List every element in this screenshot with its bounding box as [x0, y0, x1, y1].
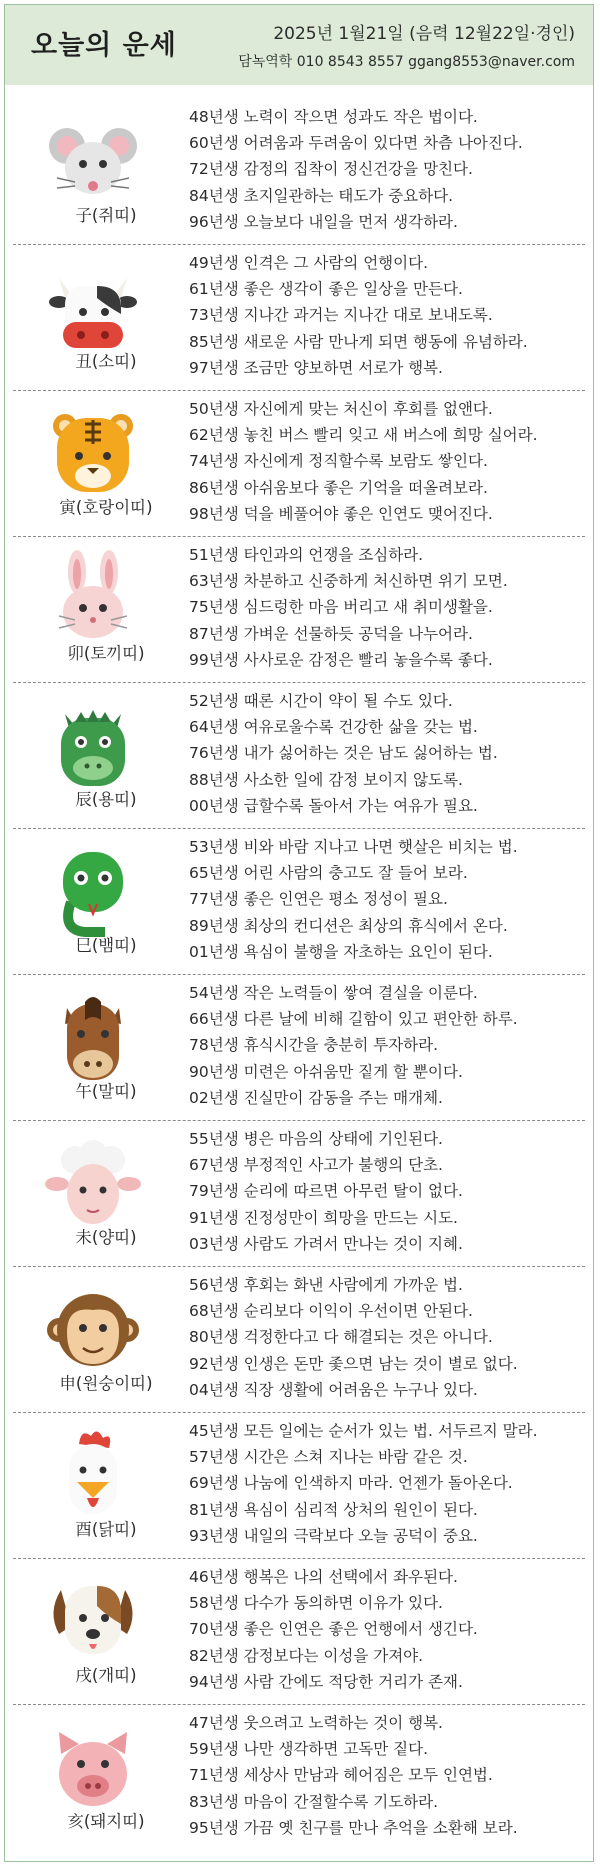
rabbit-icon — [45, 550, 141, 646]
pig-icon — [45, 1718, 141, 1814]
fortune-line: 83년생 마음이 간절할수록 기도하라. — [189, 1792, 439, 1811]
fortune-line: 48년생 노력이 작으면 성과도 작은 법이다. — [189, 108, 478, 126]
fortune-line: 51년생 타인과의 언쟁을 조심하라. — [189, 546, 424, 564]
fortune-line: 89년생 최상의 컨디션은 최상의 휴식에서 온다. — [189, 916, 508, 935]
fortune-line: 45년생 모든 일에는 순서가 있는 법. 서두르지 말라. — [189, 1422, 538, 1440]
fortune-lines — [189, 542, 589, 673]
fortune-line: 60년생 어려움과 두려움이 있다면 차츰 나아진다. — [189, 134, 523, 153]
fortune-line: 59년생 나만 생각하면 고독만 짙다. — [189, 1740, 429, 1759]
zodiac-row — [5, 1704, 593, 1850]
fortune-line: 66년생 다른 날에 비해 길함이 있고 편안한 하루. — [189, 1010, 518, 1029]
fortune-line: 64년생 여유로울수록 건강한 삶을 갖는 법. — [189, 718, 478, 737]
dog-icon — [45, 1572, 141, 1668]
fortune-line: 86년생 아쉬움보다 좋은 기억을 떠올려보라. — [189, 478, 488, 497]
fortune-line: 94년생 사람 간에도 적당한 거리가 존재. — [189, 1672, 463, 1691]
zodiac-label: 卯(토끼띠) — [67, 644, 145, 663]
sheep-icon — [45, 1134, 141, 1230]
rat-icon — [45, 112, 141, 208]
zodiac-label: 丑(소띠) — [75, 352, 137, 371]
fortune-line: 50년생 자신에게 맞는 처신이 후회를 없앤다. — [189, 400, 493, 418]
tiger-icon — [45, 404, 141, 500]
fortune-line: 75년생 심드렁한 마음 버리고 새 취미생활을. — [189, 598, 493, 617]
fortune-lines — [189, 1126, 589, 1257]
fortune-line: 85년생 새로운 사람 만나게 되면 행동에 유념하라. — [189, 332, 528, 351]
fortune-line: 49년생 인격은 그 사람의 언행이다. — [189, 254, 429, 272]
zodiac-label: 午(말띠) — [75, 1082, 137, 1101]
fortune-line: 68년생 순리보다 이익이 우선이면 안된다. — [189, 1302, 473, 1321]
fortune-line: 02년생 진실만이 감동을 주는 매개체. — [189, 1088, 443, 1107]
zodiac-row — [5, 1120, 593, 1266]
snake-icon — [45, 842, 141, 938]
fortune-line: 46년생 행복은 나의 선택에서 좌우된다. — [189, 1568, 458, 1586]
zodiac-label: 寅(호랑이띠) — [59, 498, 153, 517]
fortune-line: 87년생 가벼운 선물하듯 공덕을 나누어라. — [189, 624, 473, 643]
fortune-lines — [189, 1418, 589, 1549]
zodiac-label: 亥(돼지띠) — [67, 1812, 145, 1831]
zodiac-row — [5, 974, 593, 1120]
zodiac-label: 戌(개띠) — [75, 1666, 137, 1685]
header-bar — [5, 5, 593, 85]
date-line: 2025년 1월21일 (음력 12월22일·경인) — [273, 24, 575, 44]
fortune-line: 04년생 직장 생활에 어려움은 누구나 있다. — [189, 1380, 478, 1399]
fortune-line: 77년생 좋은 인연은 평소 정성이 필요. — [189, 890, 448, 909]
zodiac-row — [5, 536, 593, 682]
fortune-lines — [189, 1272, 589, 1403]
fortune-line: 73년생 지나간 과거는 지나간 대로 보내도록. — [189, 306, 493, 325]
horse-icon — [45, 988, 141, 1084]
fortune-line: 98년생 덕을 베풀어야 좋은 인연도 맺어진다. — [189, 504, 493, 523]
fortune-line: 99년생 사사로운 감정은 빨리 놓을수록 좋다. — [189, 650, 493, 669]
zodiac-row — [5, 828, 593, 974]
zodiac-label: 申(원숭이띠) — [59, 1374, 153, 1393]
zodiac-row — [5, 98, 593, 244]
fortune-line: 88년생 사소한 일에 감정 보이지 않도록. — [189, 770, 463, 789]
fortune-line: 70년생 좋은 인연은 좋은 언행에서 생긴다. — [189, 1620, 478, 1639]
fortune-lines — [189, 396, 589, 527]
fortune-line: 57년생 시간은 스쳐 지나는 바람 같은 것. — [189, 1448, 468, 1467]
fortune-line: 61년생 좋은 생각이 좋은 일상을 만든다. — [189, 280, 463, 299]
fortune-line: 82년생 감정보다는 이성을 가져야. — [189, 1646, 424, 1665]
fortune-line: 55년생 병은 마음의 상태에 기인된다. — [189, 1130, 443, 1148]
fortune-lines — [189, 1710, 589, 1841]
fortune-line: 91년생 진정성만이 희망을 만드는 시도. — [189, 1208, 458, 1227]
fortune-lines — [189, 1564, 589, 1695]
fortune-lines — [189, 688, 589, 819]
fortune-lines — [189, 104, 589, 235]
fortune-line: 97년생 조금만 양보하면 서로가 행복. — [189, 358, 443, 377]
fortune-line: 81년생 욕심이 심리적 상처의 원인이 된다. — [189, 1500, 478, 1519]
fortune-line: 47년생 웃으려고 노력하는 것이 행복. — [189, 1714, 443, 1732]
fortune-line: 53년생 비와 바람 지나고 나면 햇살은 비치는 법. — [189, 838, 518, 856]
contact-line: 담녹역학 010 8543 8557 ggang8553@naver.com — [238, 54, 575, 70]
zodiac-row — [5, 1412, 593, 1558]
ox-icon — [45, 258, 141, 354]
fortune-line: 72년생 감정의 집착이 정신건강을 망친다. — [189, 160, 473, 179]
fortune-line: 79년생 순리에 따르면 아무런 탈이 없다. — [189, 1182, 463, 1201]
fortune-line: 56년생 후회는 화낸 사람에게 가까운 법. — [189, 1276, 463, 1294]
fortune-line: 84년생 초지일관하는 태도가 중요하다. — [189, 186, 454, 205]
fortune-line: 58년생 다수가 동의하면 이유가 있다. — [189, 1594, 443, 1613]
zodiac-row — [5, 1558, 593, 1704]
fortune-line: 71년생 세상사 만남과 헤어짐은 모두 인연법. — [189, 1766, 493, 1785]
rooster-icon — [45, 1426, 141, 1522]
fortune-line: 01년생 욕심이 불행을 자초하는 요인이 된다. — [189, 942, 493, 961]
fortune-lines — [189, 250, 589, 381]
fortune-line: 80년생 걱정한다고 다 해결되는 것은 아니다. — [189, 1328, 493, 1347]
zodiac-row — [5, 244, 593, 390]
fortune-line: 96년생 오늘보다 내일을 먼저 생각하라. — [189, 212, 458, 231]
fortune-line: 90년생 미련은 아쉬움만 짙게 할 뿐이다. — [189, 1062, 463, 1081]
zodiac-row — [5, 390, 593, 536]
fortune-line: 52년생 때론 시간이 약이 될 수도 있다. — [189, 692, 453, 710]
zodiac-label: 未(양띠) — [75, 1228, 137, 1247]
zodiac-row — [5, 682, 593, 828]
zodiac-row — [5, 1266, 593, 1412]
fortune-line: 67년생 부정적인 사고가 불행의 단초. — [189, 1156, 443, 1175]
fortune-line: 95년생 가끔 옛 친구를 만나 추억을 소환해 보라. — [189, 1818, 518, 1837]
fortune-line: 63년생 차분하고 신중하게 처신하면 위기 모면. — [189, 572, 508, 591]
zodiac-label: 子(쥐띠) — [75, 206, 137, 225]
dragon-icon — [45, 696, 141, 792]
zodiac-label: 酉(닭띠) — [75, 1520, 137, 1539]
fortune-lines — [189, 834, 589, 965]
fortune-line: 78년생 휴식시간을 충분히 투자하라. — [189, 1036, 439, 1055]
fortune-line: 76년생 내가 싫어하는 것은 남도 싫어하는 법. — [189, 744, 498, 763]
fortune-line: 54년생 작은 노력들이 쌓여 결실을 이룬다. — [189, 984, 478, 1002]
fortune-line: 92년생 인생은 돈만 좇으면 남는 것이 별로 없다. — [189, 1354, 518, 1373]
fortune-line: 65년생 어린 사람의 충고도 잘 들어 보라. — [189, 864, 468, 883]
fortune-line: 74년생 자신에게 정직할수록 보람도 쌓인다. — [189, 452, 488, 471]
fortune-lines — [189, 980, 589, 1111]
page-title: 오늘의 운세 — [31, 30, 177, 61]
monkey-icon — [45, 1280, 141, 1376]
fortune-line: 00년생 급할수록 돌아서 가는 여유가 필요. — [189, 796, 478, 815]
fortune-line: 03년생 사람도 가려서 만나는 것이 지혜. — [189, 1234, 463, 1253]
zodiac-label: 巳(뱀띠) — [75, 936, 137, 955]
fortune-line: 62년생 놓친 버스 빨리 잊고 새 버스에 희망 실어라. — [189, 426, 538, 445]
fortune-line: 93년생 내일의 극락보다 오늘 공덕이 중요. — [189, 1526, 478, 1545]
fortune-line: 69년생 나눔에 인색하지 마라. 언젠가 돌아온다. — [189, 1474, 513, 1493]
zodiac-label: 辰(용띠) — [75, 790, 137, 809]
zodiac-list — [5, 98, 593, 1850]
